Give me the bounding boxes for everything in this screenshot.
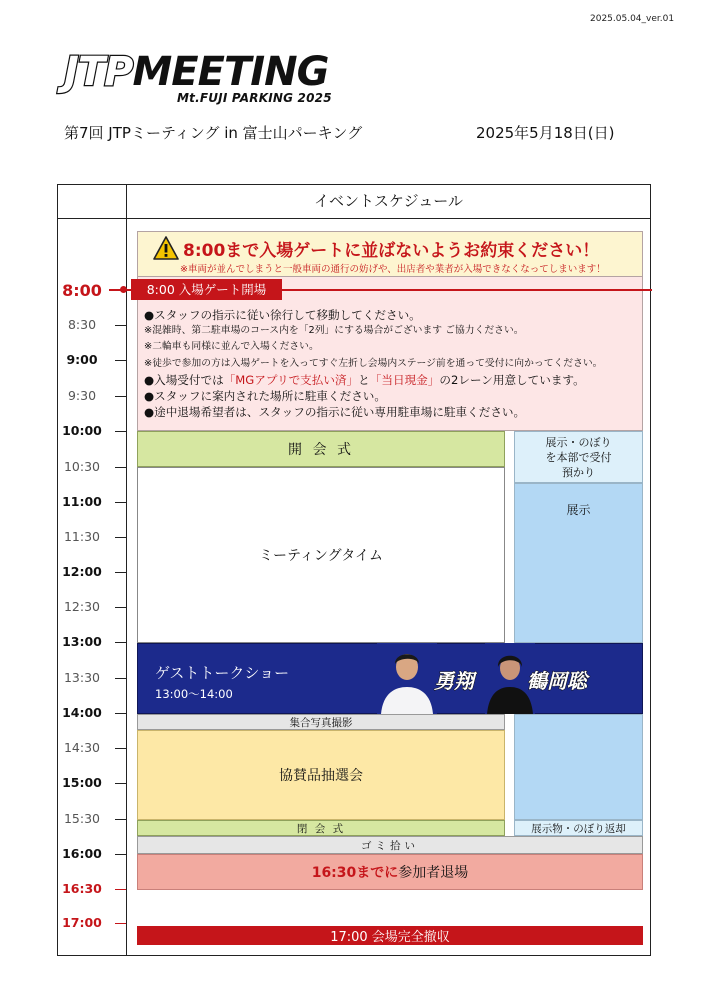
time-label: 15:30 xyxy=(63,811,101,826)
time-tick xyxy=(115,923,126,924)
note-highlight: 「MGアプリで支払い済」 xyxy=(223,372,359,387)
schedule-header: イベントスケジュール xyxy=(314,192,463,210)
time-tick xyxy=(115,783,126,784)
time-label: 15:00 xyxy=(62,775,102,790)
guest-1-name: 勇翔 xyxy=(434,669,474,693)
time-label: 9:00 xyxy=(66,352,98,367)
closing-ceremony-block: 閉 会 式 xyxy=(137,820,505,836)
time-label: 10:30 xyxy=(63,459,101,474)
entry-notes xyxy=(144,307,639,420)
notice-subtitle: ※車両が並んでしまうと一般車両の通行の妨げや、出店者や業者が入場できなくなってしまいます！ xyxy=(180,264,606,275)
time-label: 10:00 xyxy=(62,423,102,438)
header-divider xyxy=(57,218,651,219)
time-tick xyxy=(115,537,126,538)
logo-subtitle: Mt.FUJI PARKING 2025 xyxy=(177,91,332,105)
time-label: 8:30 xyxy=(67,317,97,332)
time-label: 17:00 xyxy=(62,915,102,930)
time-tick xyxy=(115,360,126,361)
time-tick xyxy=(115,854,126,855)
jtp-meeting-logo xyxy=(64,49,329,95)
time-label: 16:30 xyxy=(62,881,102,896)
time-label: 14:00 xyxy=(62,705,102,720)
logo-jtp-text: JTP xyxy=(64,49,133,95)
time-tick xyxy=(115,607,126,608)
time-label: 13:00 xyxy=(62,634,102,649)
guest-talk-title: ゲストトークショー xyxy=(155,664,290,682)
time-tick xyxy=(115,713,126,714)
time-tick xyxy=(115,467,126,468)
time-label: 14:30 xyxy=(63,740,101,755)
time-label: 16:00 xyxy=(62,846,102,861)
time-tick xyxy=(115,431,126,432)
exit-deadline: 16:30までに xyxy=(311,865,399,881)
gate-open-tag: 8:00 入場ゲート開場 xyxy=(131,279,282,300)
time-label: 11:30 xyxy=(63,529,101,544)
guest-1-photo xyxy=(377,643,437,714)
note-line: ※混雑時、第二駐車場のコース内を「2列」にする場合がございます ご協力ください。 xyxy=(144,325,524,337)
note-line: ●スタッフに案内された場所に駐車ください。 xyxy=(144,389,386,404)
meeting-time-block: ミーティングタイム xyxy=(137,467,505,643)
opening-ceremony-block: 開 会 式 xyxy=(137,431,505,467)
time-tick xyxy=(115,572,126,573)
time-label: 8:00 xyxy=(62,281,102,300)
time-label: 12:00 xyxy=(62,564,102,579)
note-line: ●途中退場希望者は、スタッフの指示に従い専用駐車場に駐車ください。 xyxy=(144,405,526,420)
time-tick xyxy=(115,678,126,679)
note-line: ※二輪車も同様に並んで入場ください。 xyxy=(144,341,319,353)
document-version: 2025.05.04_ver.01 xyxy=(590,14,675,24)
note-text: ●入場受付では xyxy=(144,372,224,387)
note-line: ●スタッフの指示に従い徐行して移動してください。 xyxy=(144,308,421,322)
group-photo-block: 集合写真撮影 xyxy=(137,714,505,730)
time-label: 13:30 xyxy=(63,670,101,685)
note-line: ※徒歩で参加の方は入場ゲートを入ってすぐ左折し会場内ステージ前を通って受付に向かってください。 xyxy=(144,357,603,369)
side-text: 展示・のぼり xyxy=(545,435,612,449)
guest-talk-time: 13:00〜14:00 xyxy=(155,687,233,701)
exit-label: 参加者退場 xyxy=(398,865,469,881)
logo-meeting-text: MEETING xyxy=(132,49,329,95)
time-tick xyxy=(115,889,126,890)
time-tick xyxy=(115,642,126,643)
time-tick xyxy=(115,819,126,820)
participant-exit-block xyxy=(137,854,643,890)
note-highlight: 「当日現金」 xyxy=(369,372,440,387)
note-line xyxy=(144,372,639,388)
exhibit-continued-block xyxy=(514,714,643,820)
event-date: 2025年5月18日(日) xyxy=(476,124,615,142)
note-text: と xyxy=(358,372,370,387)
exhibit-block: 展示 xyxy=(514,483,643,643)
guest-2-name: 鶴岡聡 xyxy=(527,669,587,693)
notice-title: 8:00まで入場ゲートに並ばないようお約束ください！ xyxy=(183,241,600,261)
event-title: 第7回 JTPミーティング in 富士山パーキング xyxy=(64,124,363,142)
time-label: 12:30 xyxy=(63,599,101,614)
time-tick xyxy=(115,325,126,326)
side-text: 預かり xyxy=(562,465,595,479)
time-label: 11:00 xyxy=(62,494,102,509)
venue-teardown-block: 17:00 会場完全撤収 xyxy=(137,926,643,945)
sponsor-lottery-block: 協賛品抽選会 xyxy=(137,730,505,820)
time-tick xyxy=(115,748,126,749)
note-text: の2レーン用意しています。 xyxy=(439,372,585,387)
time-label: 9:30 xyxy=(67,388,97,403)
time-tick xyxy=(115,502,126,503)
warning-triangle-icon xyxy=(153,236,179,260)
exhibit-return-block: 展示物・のぼり返却 xyxy=(514,820,643,836)
time-tick xyxy=(115,396,126,397)
trash-pickup-block: ゴミ拾い xyxy=(137,836,643,854)
side-text: を本部で受付 xyxy=(545,450,612,464)
time-column-divider xyxy=(126,184,127,956)
exhibit-reception-block xyxy=(514,431,643,483)
gate-open-marker xyxy=(120,286,127,293)
